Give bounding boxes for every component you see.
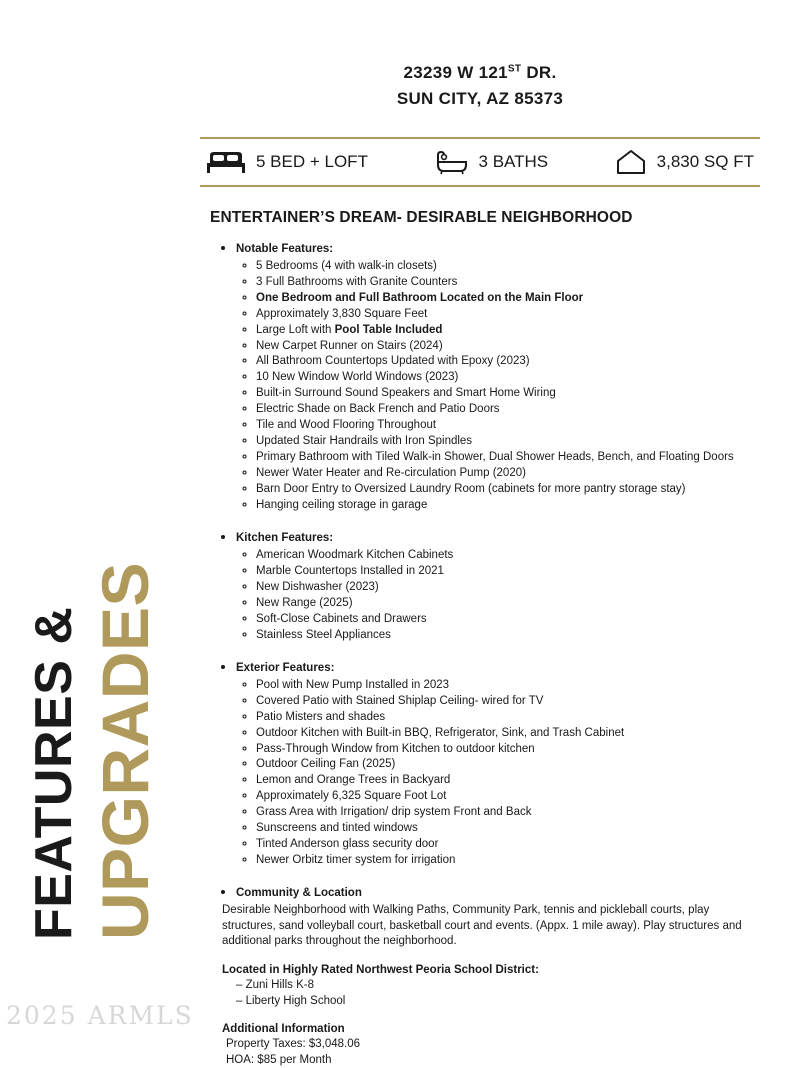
list-item: ◦ Newer Water Heater and Re-circulation Pump (2020) bbox=[256, 466, 760, 481]
group-items bbox=[236, 259, 760, 513]
vertical-title-line1: FEATURES & bbox=[25, 606, 83, 940]
list-item: HOA: $85 per Month bbox=[226, 1054, 332, 1067]
address-line2: SUN CITY, AZ 85373 bbox=[396, 88, 564, 108]
list-item: ◦ Newer Orbitz timer system for irrigation bbox=[256, 853, 760, 868]
additional-information-title: Additional Information bbox=[222, 1023, 345, 1036]
list-item: ◦ Hanging ceiling storage in garage bbox=[256, 498, 760, 513]
list-item: ◦ Approximately 3,830 Square Feet bbox=[256, 307, 760, 322]
school-district-title: Located in Highly Rated Northwest Peoria School District: bbox=[222, 963, 539, 976]
list-item: ◦ All Bathroom Countertops Updated with Epoxy (2023) bbox=[256, 354, 760, 369]
group-items bbox=[236, 678, 760, 868]
group-title: Kitchen Features: bbox=[236, 532, 334, 544]
address-street-type: DR. bbox=[521, 63, 557, 82]
list-item: ◦ 3 Full Bathrooms with Granite Counters bbox=[256, 275, 760, 290]
list-item: ◦ Lemon and Orange Trees in Backyard bbox=[256, 773, 760, 788]
spacer bbox=[200, 515, 760, 528]
group-title: Community & Location bbox=[236, 887, 362, 900]
list-item: ◦ Tile and Wood Flooring Throughout bbox=[256, 418, 760, 433]
list-item: ◦ New Carpet Runner on Stairs (2024) bbox=[256, 339, 760, 354]
stat-bedrooms-label: 5 BED + LOFT bbox=[256, 152, 368, 171]
list-item: ◦ Patio Misters and shades bbox=[256, 710, 760, 725]
list-item bbox=[256, 291, 760, 306]
group-community-location bbox=[218, 883, 760, 901]
group-header bbox=[236, 883, 760, 901]
list-item: ◦ Covered Patio with Stained Shiplap Ceiling- wired for TV bbox=[256, 694, 760, 709]
stat-baths bbox=[435, 149, 549, 175]
list-item: Property Taxes: $3,048.06 bbox=[226, 1038, 361, 1051]
spacer bbox=[200, 645, 760, 658]
property-address bbox=[200, 60, 760, 111]
list-item: ◦ Marble Countertops Installed in 2021 bbox=[256, 564, 760, 579]
list-item bbox=[256, 323, 760, 338]
bed-icon bbox=[206, 149, 246, 175]
stat-sqft-label: 3,830 SQ FT bbox=[656, 152, 754, 171]
group-header bbox=[236, 239, 760, 513]
spacer bbox=[200, 870, 760, 883]
group-items bbox=[236, 548, 760, 643]
property-stats-bar bbox=[200, 137, 760, 187]
document-body bbox=[200, 0, 780, 1068]
school-list bbox=[236, 977, 760, 1009]
group-notable-features bbox=[218, 239, 760, 513]
group-title: Notable Features: bbox=[236, 243, 334, 255]
list-item: ◦ Primary Bathroom with Tiled Walk-in Shower, Dual Shower Heads, Bench, and Floating Doors bbox=[256, 450, 760, 465]
list-item: ◦ Pass-Through Window from Kitchen to outdoor kitchen bbox=[256, 742, 760, 757]
list-item: ◦ Tinted Anderson glass security door bbox=[256, 837, 760, 852]
community-paragraph: Desirable Neighborhood with Walking Paths, Community Park, tennis and pickleball courts, play structures, sand volleyball court, basketball court and events. (Appx. 1 mile away). Play structures and additional parks throughout the neighborhood. bbox=[222, 904, 742, 948]
list-item: ◦ Grass Area with Irrigation/ drip system Front and Back bbox=[256, 805, 760, 820]
list-item-bold-text: One Bedroom and Full Bathroom Located on the Main Floor bbox=[256, 291, 584, 304]
page-title: ENTERTAINER’S DREAM- DESIRABLE NEIGHBORHOOD bbox=[210, 209, 633, 226]
stat-sqft bbox=[615, 148, 754, 176]
list-item: ◦ Stainless Steel Appliances bbox=[256, 628, 760, 643]
list-item: – Zuni Hills K-8 bbox=[236, 978, 314, 991]
vertical-title-block bbox=[0, 0, 200, 1036]
group-header bbox=[236, 658, 760, 868]
list-item: ◦ New Dishwasher (2023) bbox=[256, 580, 760, 595]
address-line1 bbox=[403, 63, 556, 82]
group-header bbox=[236, 528, 760, 643]
group-exterior-features bbox=[218, 658, 760, 868]
group-title: Exterior Features: bbox=[236, 661, 335, 674]
list-item: ◦ Built-in Surround Sound Speakers and Smart Home Wiring bbox=[256, 386, 760, 401]
vertical-title-line2: UPGRADES bbox=[88, 561, 162, 940]
stat-baths-label: 3 BATHS bbox=[478, 152, 549, 171]
list-item: ◦ Approximately 6,325 Square Foot Lot bbox=[256, 789, 760, 804]
list-item-bold-tail: Pool Table Included bbox=[334, 323, 443, 336]
house-icon bbox=[615, 148, 647, 176]
stat-bedrooms bbox=[206, 149, 368, 175]
list-item: ◦ Barn Door Entry to Oversized Laundry Room (cabinets for more pantry storage stay) bbox=[256, 482, 760, 497]
list-item: ◦ Pool with New Pump Installed in 2023 bbox=[256, 678, 760, 693]
list-item: ◦ Soft-Close Cabinets and Drawers bbox=[256, 612, 760, 627]
list-item: ◦ Sunscreens and tinted windows bbox=[256, 821, 760, 836]
list-item: ◦ American Woodmark Kitchen Cabinets bbox=[256, 548, 760, 563]
list-item-text: Large Loft with bbox=[256, 323, 335, 336]
list-item: ◦ Electric Shade on Back French and Patio Doors bbox=[256, 402, 760, 417]
watermark: 2025 ARMLS bbox=[6, 1001, 194, 1030]
features-groups bbox=[200, 239, 760, 1068]
group-kitchen-features bbox=[218, 528, 760, 643]
list-item: ◦ 10 New Window World Windows (2023) bbox=[256, 370, 760, 385]
list-item: ◦ Updated Stair Handrails with Iron Spindles bbox=[256, 434, 760, 449]
list-item: ◦ Outdoor Ceiling Fan (2025) bbox=[256, 757, 760, 772]
list-item: ◦ New Range (2025) bbox=[256, 596, 760, 611]
address-ordinal-suffix: ST bbox=[507, 63, 522, 75]
bathtub-icon bbox=[435, 149, 469, 175]
list-item: ◦ 5 Bedrooms (4 with walk-in closets) bbox=[256, 259, 760, 274]
additional-information-list bbox=[226, 1036, 760, 1068]
list-item: – Liberty High School bbox=[236, 994, 346, 1007]
list-item: ◦ Outdoor Kitchen with Built-in BBQ, Refrigerator, Sink, and Trash Cabinet bbox=[256, 726, 760, 741]
address-street: 23239 W 121 bbox=[403, 63, 508, 82]
